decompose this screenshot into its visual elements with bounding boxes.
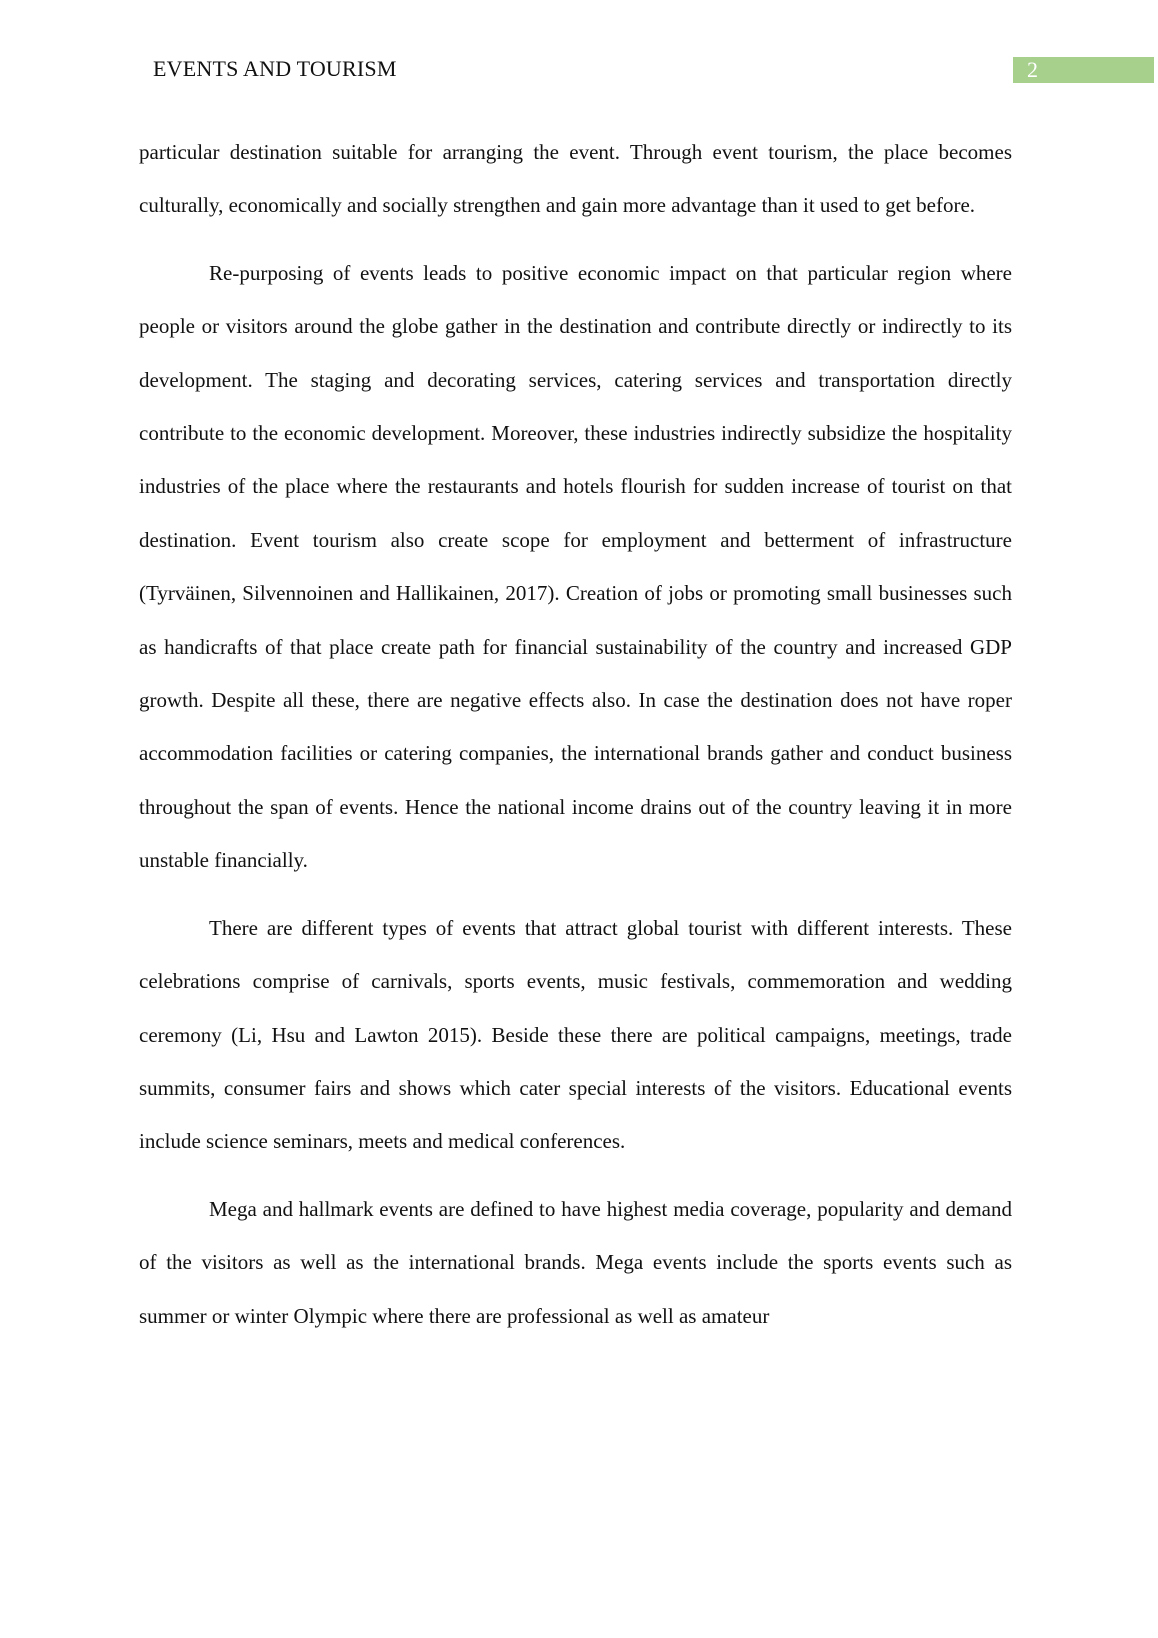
paragraph-continuation: particular destination suitable for arranging the event. Through event tourism, the place becomes culturally, economically and socially strengthen and gain more advantage than it used to get before. bbox=[139, 140, 1012, 218]
paragraph-mega-events: Mega and hallmark events are defined to have highest media coverage, popularity and demand of the visitors as well as the international brands. Mega events include the sports events such as summer or winter Olympic where there are professional as well as amateur bbox=[139, 1196, 1012, 1328]
paragraph-event-types: There are different types of events that attract global tourist with different interests. These celebrations comprise of carnivals, sports events, music festivals, commemoration and wedding ceremony (Li, Hsu and Lawton 2015). Beside these there are political campaigns, meetings, trade summits, consumer fairs and shows which cater special interests of the visitors. Educational events include science seminars, meets and medical conferences. bbox=[139, 915, 1012, 1154]
paragraph-economic-impact: Re-purposing of events leads to positive economic impact on that particular region where people or visitors around the globe gather in the destination and contribute directly or indirectly to its development. The staging and decorating services, catering services and transportation directly contribute to the economic development. Moreover, these industries indirectly subsidize the hospitality industries of the place where the restaurants and hotels flourish for sudden increase of tourist on that destination. Event tourism also create scope for employment and betterment of infrastructure (Tyrväinen, Silvennoinen and Hallikainen, 2017). Creation of jobs or promoting small businesses such as handicrafts of that place create path for financial sustainability of the country and increased GDP growth. Despite all these, there are negative effects also. In case the destination does not have roper accommodation facilities or catering companies, the international brands gather and conduct business throughout the span of events. Hence the national income drains out of the country leaving it in more unstable financially. bbox=[139, 260, 1012, 873]
page-number-badge bbox=[1013, 57, 1154, 83]
running-header-title: EVENTS AND TOURISM bbox=[153, 56, 397, 81]
document-body bbox=[139, 126, 1012, 1357]
page-number: 2 bbox=[1027, 57, 1038, 82]
